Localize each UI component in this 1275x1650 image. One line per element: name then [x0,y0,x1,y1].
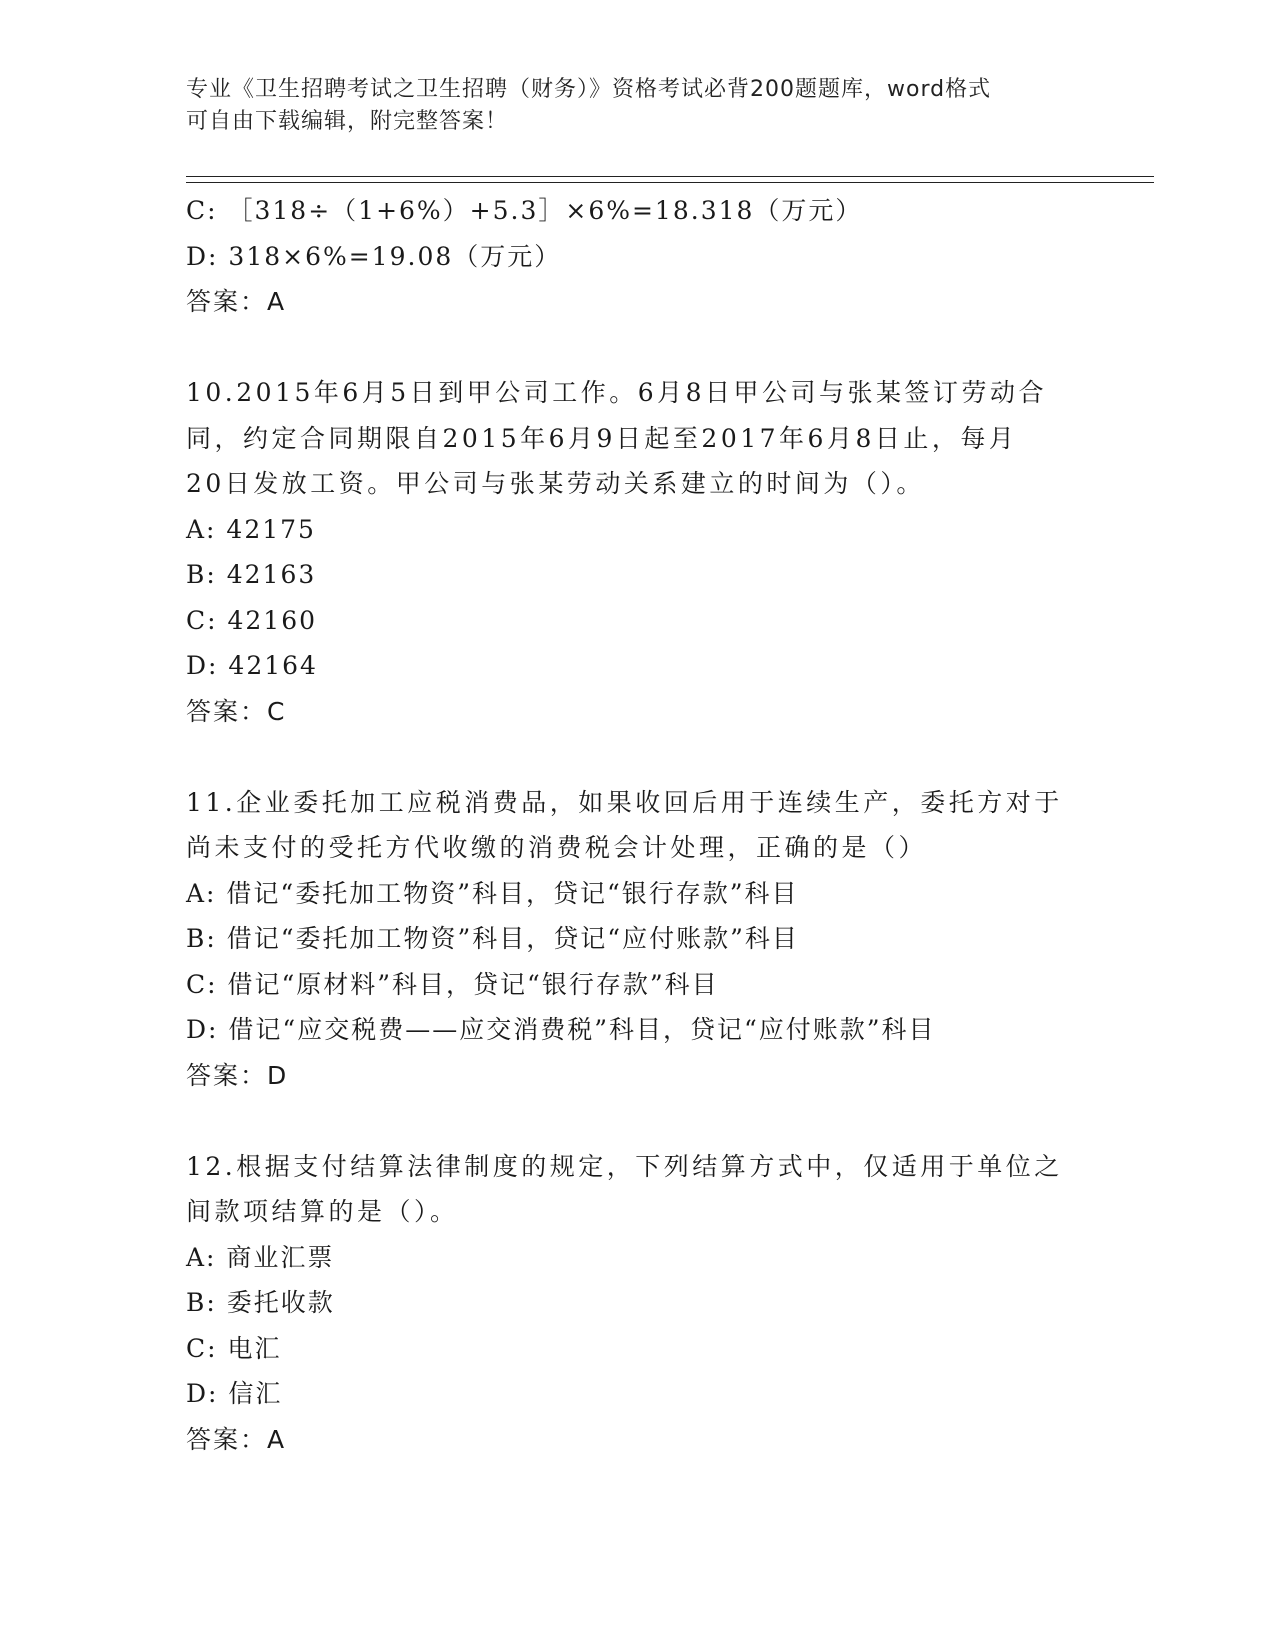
option-d: D: 信汇 [186,1379,283,1408]
question-content [186,188,1086,1462]
option-d: D: 318×6%=19.08（万元） [186,241,562,271]
spacer [186,1098,1086,1144]
question-stem-line: 20日发放工资。甲公司与张某劳动关系建立的时间为（）。 [186,469,925,498]
option-c: C: 42160 [186,605,318,635]
option-b: B: 42163 [186,560,317,589]
header-rule-bottom [186,182,1154,183]
answer-line: 答案：D [186,1060,289,1090]
question-stem-line: 10.2015年6月5日到甲公司工作。6月8日甲公司与张某签订劳动合 [186,378,1048,407]
question-11 [186,780,1086,1099]
option-b: B: 委托收款 [186,1288,335,1317]
answer-line: 答案：A [186,287,287,316]
question-12 [186,1144,1086,1463]
question-stem-line: 同，约定合同期限自2015年6月9日起至2017年6月8日止，每月 [186,423,1018,453]
option-c: C: 电汇 [186,1333,282,1363]
option-b: B: 借记“委托加工物资”科目，贷记“应付账款”科目 [186,924,799,953]
question-prev [186,188,1086,325]
spacer [186,325,1086,371]
document-header [186,74,1066,138]
header-rule-top [186,176,1154,177]
option-a: A: 商业汇票 [186,1242,335,1272]
option-d: D: 借记“应交税费——应交消费税”科目，贷记“应付账款”科目 [186,1015,936,1044]
question-stem-line: 尚未支付的受托方代收缴的消费税会计处理，正确的是（） [186,833,928,862]
answer-line: 答案：C [186,696,287,726]
option-c: C: 借记“原材料”科目，贷记“银行存款”科目 [186,969,719,999]
question-stem-line: 11.企业委托加工应税消费品，如果收回后用于连续生产，委托方对于 [186,787,1063,817]
spacer [186,734,1086,780]
option-a: A: 借记“委托加工物资”科目，贷记“银行存款”科目 [186,878,799,908]
option-c: C: ［318÷（1+6%）+5.3］×6%=18.318（万元） [186,196,863,225]
header-line-2: 可自由下载编辑，附完整答案！ [186,109,509,134]
option-a: A: 42175 [186,514,316,544]
question-10 [186,370,1086,734]
option-d: D: 42164 [186,651,318,680]
header-line-1: 专业《卫生招聘考试之卫生招聘（财务）》资格考试必背200题题库，word格式 [186,77,992,102]
answer-line: 答案：A [186,1424,287,1454]
question-stem-line: 间款项结算的是（）。 [186,1197,459,1226]
question-stem-line: 12.根据支付结算法律制度的规定，下列结算方式中，仅适用于单位之 [186,1151,1063,1181]
